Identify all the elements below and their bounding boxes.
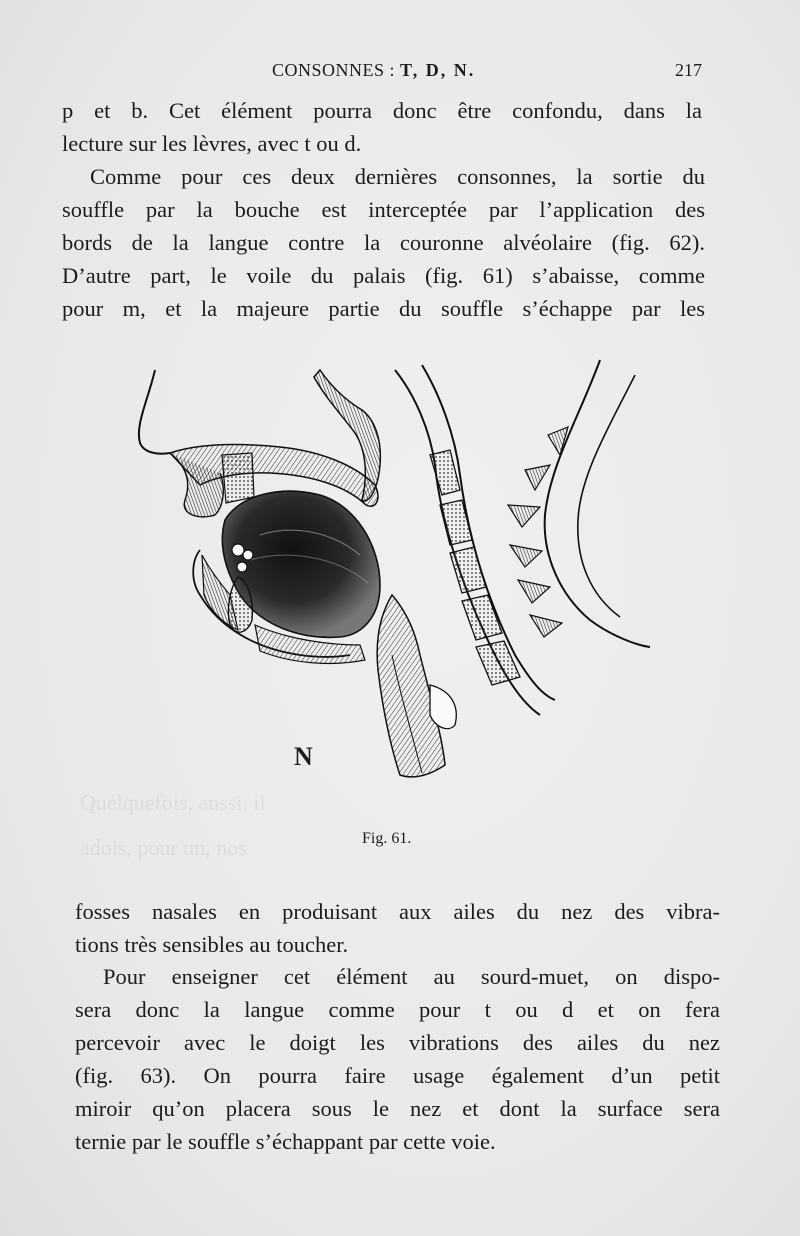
cervical-vertebrae (430, 450, 520, 685)
running-head-title (272, 60, 475, 81)
text-line: bords de la langue contre la couronne alvéolaire (fig. 62). (62, 230, 705, 255)
tooth (243, 550, 253, 560)
text-line: (fig. 63). On pourra faire usage également d’un petit (75, 1063, 720, 1088)
tooth (232, 544, 244, 556)
neck-back-outline (545, 360, 650, 647)
text-line: sera donc la langue comme pour t ou d et on fera (75, 997, 720, 1022)
thyroid-cartilage (430, 685, 456, 729)
paragraph-3 (75, 895, 720, 961)
figure-caption: Fig. 61. (362, 830, 412, 847)
page-number: 217 (675, 60, 702, 80)
show-through-text: Quelquefois, aussi, il (80, 790, 266, 815)
section-label: CONSONNES : (272, 60, 396, 80)
text-line: D’autre part, le voile du palais (fig. 61) s’abaisse, comme (62, 263, 705, 288)
figure-letter: N (294, 742, 313, 771)
running-head (60, 60, 710, 84)
text-line: Comme pour ces deux dernières consonnes, la sortie du (90, 164, 705, 189)
nose-profile (139, 370, 170, 454)
text-line: percevoir avec le doigt les vibrations des ailes du nez (75, 1030, 720, 1055)
section-letters: T, D, N. (400, 60, 476, 80)
sagittal-section-illustration (130, 355, 650, 825)
text-line: ternie par le souffle s’échappant par cette voie. (75, 1129, 496, 1154)
maxilla-bone (222, 453, 254, 503)
text-line: Pour enseigner cet élément au sourd-muet, on dispo- (103, 964, 720, 989)
text-line: lecture sur les lèvres, avec t ou d. (62, 131, 362, 156)
text-line: fosses nasales en produisant aux ailes du nez des vibra- (75, 899, 720, 924)
text-line: pour m, et la majeure partie du souffle s’échappe par les (62, 296, 705, 321)
text-line: p et b. Cet élément pourra donc être confondu, dans la (62, 98, 702, 123)
text-line: miroir qu’on placera sous le nez et dont la surface sera (75, 1096, 720, 1121)
paragraph-2 (62, 160, 705, 325)
text-line: tions très sensibles au toucher. (75, 932, 349, 957)
text-line: souffle par la bouche est interceptée par l’application des (62, 197, 705, 222)
show-through-text: adois, pour un, nos (80, 835, 247, 860)
paragraph-1 (62, 94, 702, 160)
paragraph-4 (75, 960, 720, 1158)
tooth (237, 562, 247, 572)
